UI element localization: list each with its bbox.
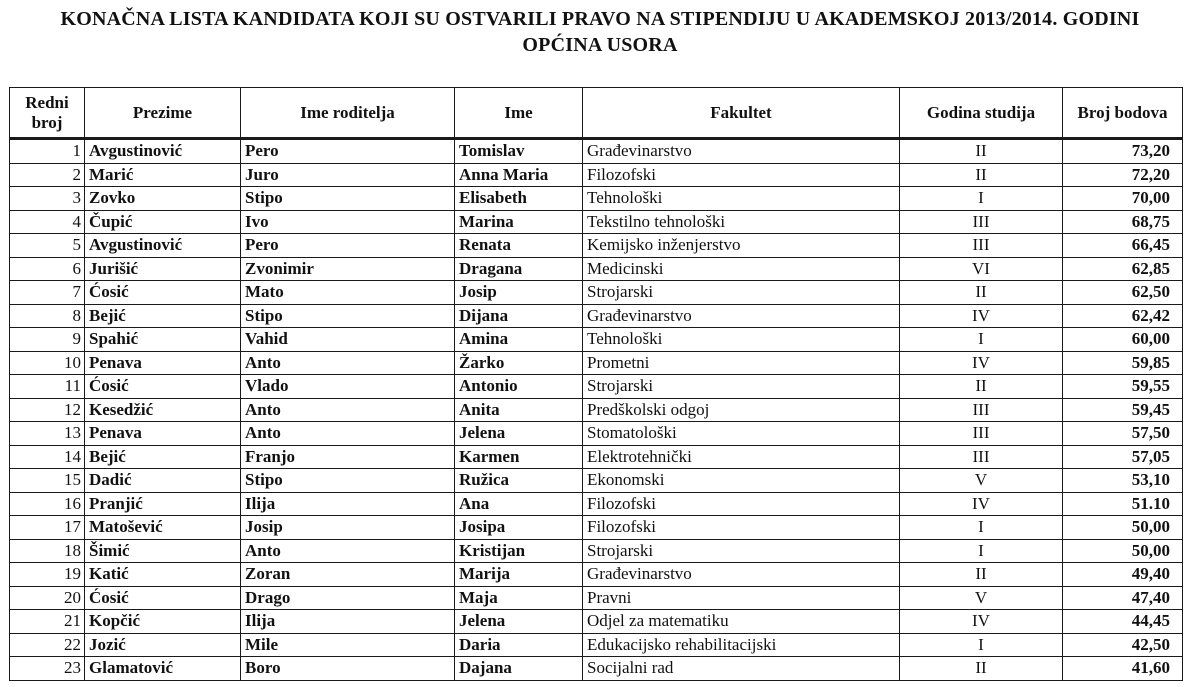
cell-godina-studija: III xyxy=(900,398,1063,422)
cell-fakultet: Građevinarstvo xyxy=(583,304,900,328)
cell-ime-roditelja: Ivo xyxy=(241,210,455,234)
cell-broj-bodova: 42,50 xyxy=(1063,633,1183,657)
cell-broj-bodova: 51.10 xyxy=(1063,492,1183,516)
cell-ime-roditelja: Zoran xyxy=(241,563,455,587)
cell-ime-roditelja: Ilija xyxy=(241,492,455,516)
cell-godina-studija: I xyxy=(900,328,1063,352)
cell-prezime: Bejić xyxy=(85,445,241,469)
cell-prezime: Zovko xyxy=(85,187,241,211)
cell-godina-studija: II xyxy=(900,163,1063,187)
table-row xyxy=(10,633,1183,657)
cell-prezime: Avgustinović xyxy=(85,139,241,164)
table-row xyxy=(10,234,1183,258)
cell-godina-studija: III xyxy=(900,445,1063,469)
table-row xyxy=(10,469,1183,493)
cell-fakultet: Pravni xyxy=(583,586,900,610)
cell-redni-broj: 4 xyxy=(10,210,85,234)
cell-ime: Žarko xyxy=(455,351,583,375)
cell-fakultet: Socijalni rad xyxy=(583,657,900,681)
cell-broj-bodova: 57,50 xyxy=(1063,422,1183,446)
cell-prezime: Ćosić xyxy=(85,375,241,399)
cell-ime: Anita xyxy=(455,398,583,422)
table-row xyxy=(10,187,1183,211)
cell-godina-studija: I xyxy=(900,539,1063,563)
cell-broj-bodova: 59,55 xyxy=(1063,375,1183,399)
cell-godina-studija: IV xyxy=(900,610,1063,634)
cell-redni-broj: 2 xyxy=(10,163,85,187)
cell-ime-roditelja: Zvonimir xyxy=(241,257,455,281)
table-row xyxy=(10,281,1183,305)
cell-fakultet: Filozofski xyxy=(583,516,900,540)
cell-fakultet: Ekonomski xyxy=(583,469,900,493)
cell-godina-studija: II xyxy=(900,281,1063,305)
cell-godina-studija: I xyxy=(900,633,1063,657)
cell-prezime: Ćosić xyxy=(85,586,241,610)
cell-prezime: Marić xyxy=(85,163,241,187)
cell-ime: Dajana xyxy=(455,657,583,681)
cell-fakultet: Predškolski odgoj xyxy=(583,398,900,422)
cell-broj-bodova: 53,10 xyxy=(1063,469,1183,493)
cell-prezime: Jozić xyxy=(85,633,241,657)
cell-ime-roditelja: Mile xyxy=(241,633,455,657)
cell-ime-roditelja: Boro xyxy=(241,657,455,681)
cell-broj-bodova: 49,40 xyxy=(1063,563,1183,587)
cell-fakultet: Strojarski xyxy=(583,375,900,399)
cell-fakultet: Odjel za matematiku xyxy=(583,610,900,634)
cell-ime: Maja xyxy=(455,586,583,610)
document-title: KONAČNA LISTA KANDIDATA KOJI SU OSTVARILI PRAVO NA STIPENDIJU U AKADEMSKOJ 2013/2014. GODINI xyxy=(60,8,1140,30)
cell-broj-bodova: 70,00 xyxy=(1063,187,1183,211)
cell-ime-roditelja: Drago xyxy=(241,586,455,610)
cell-redni-broj: 19 xyxy=(10,563,85,587)
cell-broj-bodova: 59,45 xyxy=(1063,398,1183,422)
cell-ime: Josip xyxy=(455,281,583,305)
header-ime: Ime xyxy=(455,88,583,139)
cell-fakultet: Stomatološki xyxy=(583,422,900,446)
cell-fakultet: Edukacijsko rehabilitacijski xyxy=(583,633,900,657)
table-row xyxy=(10,139,1183,164)
cell-godina-studija: I xyxy=(900,187,1063,211)
cell-broj-bodova: 50,00 xyxy=(1063,516,1183,540)
cell-ime: Marija xyxy=(455,563,583,587)
cell-ime: Marina xyxy=(455,210,583,234)
cell-redni-broj: 12 xyxy=(10,398,85,422)
cell-fakultet: Elektrotehnički xyxy=(583,445,900,469)
cell-godina-studija: II xyxy=(900,139,1063,164)
cell-prezime: Dadić xyxy=(85,469,241,493)
cell-ime: Jelena xyxy=(455,610,583,634)
cell-godina-studija: II xyxy=(900,563,1063,587)
cell-redni-broj: 7 xyxy=(10,281,85,305)
cell-prezime: Bejić xyxy=(85,304,241,328)
table-row xyxy=(10,586,1183,610)
cell-broj-bodova: 68,75 xyxy=(1063,210,1183,234)
cell-fakultet: Prometni xyxy=(583,351,900,375)
cell-redni-broj: 16 xyxy=(10,492,85,516)
cell-prezime: Kesedžić xyxy=(85,398,241,422)
table-row xyxy=(10,610,1183,634)
cell-fakultet: Građevinarstvo xyxy=(583,139,900,164)
cell-ime: Elisabeth xyxy=(455,187,583,211)
cell-redni-broj: 13 xyxy=(10,422,85,446)
cell-godina-studija: IV xyxy=(900,351,1063,375)
cell-prezime: Šimić xyxy=(85,539,241,563)
cell-ime: Amina xyxy=(455,328,583,352)
cell-prezime: Katić xyxy=(85,563,241,587)
table-row xyxy=(10,375,1183,399)
table-header xyxy=(10,88,1183,139)
cell-redni-broj: 10 xyxy=(10,351,85,375)
cell-redni-broj: 21 xyxy=(10,610,85,634)
cell-fakultet: Kemijsko inženjerstvo xyxy=(583,234,900,258)
table-row xyxy=(10,657,1183,681)
cell-fakultet: Filozofski xyxy=(583,163,900,187)
cell-redni-broj: 5 xyxy=(10,234,85,258)
cell-godina-studija: III xyxy=(900,210,1063,234)
cell-ime: Dijana xyxy=(455,304,583,328)
cell-fakultet: Strojarski xyxy=(583,281,900,305)
table-row xyxy=(10,163,1183,187)
cell-broj-bodova: 57,05 xyxy=(1063,445,1183,469)
cell-ime-roditelja: Ilija xyxy=(241,610,455,634)
cell-prezime: Spahić xyxy=(85,328,241,352)
cell-godina-studija: IV xyxy=(900,304,1063,328)
cell-redni-broj: 17 xyxy=(10,516,85,540)
cell-broj-bodova: 41,60 xyxy=(1063,657,1183,681)
cell-prezime: Kopčić xyxy=(85,610,241,634)
cell-fakultet: Medicinski xyxy=(583,257,900,281)
cell-ime: Antonio xyxy=(455,375,583,399)
cell-prezime: Avgustinović xyxy=(85,234,241,258)
cell-fakultet: Tehnološki xyxy=(583,187,900,211)
cell-ime-roditelja: Anto xyxy=(241,539,455,563)
cell-godina-studija: II xyxy=(900,375,1063,399)
header-redni-broj xyxy=(10,88,85,139)
cell-ime: Kristijan xyxy=(455,539,583,563)
cell-ime: Daria xyxy=(455,633,583,657)
cell-ime: Dragana xyxy=(455,257,583,281)
cell-broj-bodova: 66,45 xyxy=(1063,234,1183,258)
cell-ime-roditelja: Stipo xyxy=(241,187,455,211)
cell-prezime: Penava xyxy=(85,351,241,375)
cell-ime: Josipa xyxy=(455,516,583,540)
cell-broj-bodova: 62,85 xyxy=(1063,257,1183,281)
cell-ime: Tomislav xyxy=(455,139,583,164)
cell-ime: Ružica xyxy=(455,469,583,493)
table-row xyxy=(10,398,1183,422)
cell-ime-roditelja: Josip xyxy=(241,516,455,540)
cell-ime-roditelja: Vlado xyxy=(241,375,455,399)
header-godina-studija: Godina studija xyxy=(900,88,1063,139)
cell-ime-roditelja: Anto xyxy=(241,351,455,375)
cell-broj-bodova: 60,00 xyxy=(1063,328,1183,352)
cell-redni-broj: 14 xyxy=(10,445,85,469)
document-subtitle: OPĆINA USORA xyxy=(522,34,678,56)
table-row xyxy=(10,516,1183,540)
cell-godina-studija: I xyxy=(900,516,1063,540)
cell-fakultet: Tehnološki xyxy=(583,328,900,352)
cell-redni-broj: 22 xyxy=(10,633,85,657)
cell-redni-broj: 23 xyxy=(10,657,85,681)
cell-ime: Anna Maria xyxy=(455,163,583,187)
header-ime-roditelja: Ime roditelja xyxy=(241,88,455,139)
cell-godina-studija: V xyxy=(900,469,1063,493)
cell-redni-broj: 20 xyxy=(10,586,85,610)
cell-fakultet: Tekstilno tehnološki xyxy=(583,210,900,234)
cell-redni-broj: 18 xyxy=(10,539,85,563)
cell-prezime: Ćosić xyxy=(85,281,241,305)
cell-redni-broj: 9 xyxy=(10,328,85,352)
cell-godina-studija: VI xyxy=(900,257,1063,281)
cell-broj-bodova: 59,85 xyxy=(1063,351,1183,375)
cell-ime: Renata xyxy=(455,234,583,258)
header-redni-line2: broj xyxy=(31,112,63,132)
cell-godina-studija: III xyxy=(900,422,1063,446)
table-row xyxy=(10,304,1183,328)
table-row xyxy=(10,210,1183,234)
cell-ime: Karmen xyxy=(455,445,583,469)
table-row xyxy=(10,257,1183,281)
cell-prezime: Čupić xyxy=(85,210,241,234)
cell-ime-roditelja: Juro xyxy=(241,163,455,187)
cell-fakultet: Filozofski xyxy=(583,492,900,516)
cell-prezime: Penava xyxy=(85,422,241,446)
cell-prezime: Jurišić xyxy=(85,257,241,281)
table-row xyxy=(10,351,1183,375)
table-row xyxy=(10,328,1183,352)
cell-redni-broj: 1 xyxy=(10,139,85,164)
cell-broj-bodova: 62,42 xyxy=(1063,304,1183,328)
cell-ime-roditelja: Anto xyxy=(241,422,455,446)
cell-godina-studija: II xyxy=(900,657,1063,681)
table-row xyxy=(10,539,1183,563)
cell-fakultet: Strojarski xyxy=(583,539,900,563)
header-fakultet: Fakultet xyxy=(583,88,900,139)
cell-ime-roditelja: Mato xyxy=(241,281,455,305)
header-redni-line1: Redni xyxy=(25,92,69,112)
cell-prezime: Matošević xyxy=(85,516,241,540)
cell-redni-broj: 11 xyxy=(10,375,85,399)
cell-broj-bodova: 62,50 xyxy=(1063,281,1183,305)
cell-broj-bodova: 73,20 xyxy=(1063,139,1183,164)
header-prezime: Prezime xyxy=(85,88,241,139)
cell-redni-broj: 15 xyxy=(10,469,85,493)
cell-broj-bodova: 50,00 xyxy=(1063,539,1183,563)
table-body xyxy=(10,139,1183,681)
cell-redni-broj: 3 xyxy=(10,187,85,211)
table-row xyxy=(10,445,1183,469)
cell-ime-roditelja: Vahid xyxy=(241,328,455,352)
cell-fakultet: Građevinarstvo xyxy=(583,563,900,587)
scholarship-table xyxy=(9,87,1183,681)
cell-ime: Jelena xyxy=(455,422,583,446)
table-row xyxy=(10,422,1183,446)
cell-ime-roditelja: Anto xyxy=(241,398,455,422)
cell-ime-roditelja: Pero xyxy=(241,139,455,164)
cell-godina-studija: III xyxy=(900,234,1063,258)
header-broj-bodova: Broj bodova xyxy=(1063,88,1183,139)
cell-broj-bodova: 72,20 xyxy=(1063,163,1183,187)
cell-ime-roditelja: Pero xyxy=(241,234,455,258)
cell-ime-roditelja: Franjo xyxy=(241,445,455,469)
table-row xyxy=(10,563,1183,587)
table-row xyxy=(10,492,1183,516)
cell-ime: Ana xyxy=(455,492,583,516)
cell-godina-studija: V xyxy=(900,586,1063,610)
cell-ime-roditelja: Stipo xyxy=(241,469,455,493)
cell-ime-roditelja: Stipo xyxy=(241,304,455,328)
cell-prezime: Glamatović xyxy=(85,657,241,681)
cell-redni-broj: 6 xyxy=(10,257,85,281)
cell-broj-bodova: 44,45 xyxy=(1063,610,1183,634)
cell-godina-studija: IV xyxy=(900,492,1063,516)
cell-prezime: Pranjić xyxy=(85,492,241,516)
header-row xyxy=(10,88,1183,139)
cell-redni-broj: 8 xyxy=(10,304,85,328)
cell-broj-bodova: 47,40 xyxy=(1063,586,1183,610)
